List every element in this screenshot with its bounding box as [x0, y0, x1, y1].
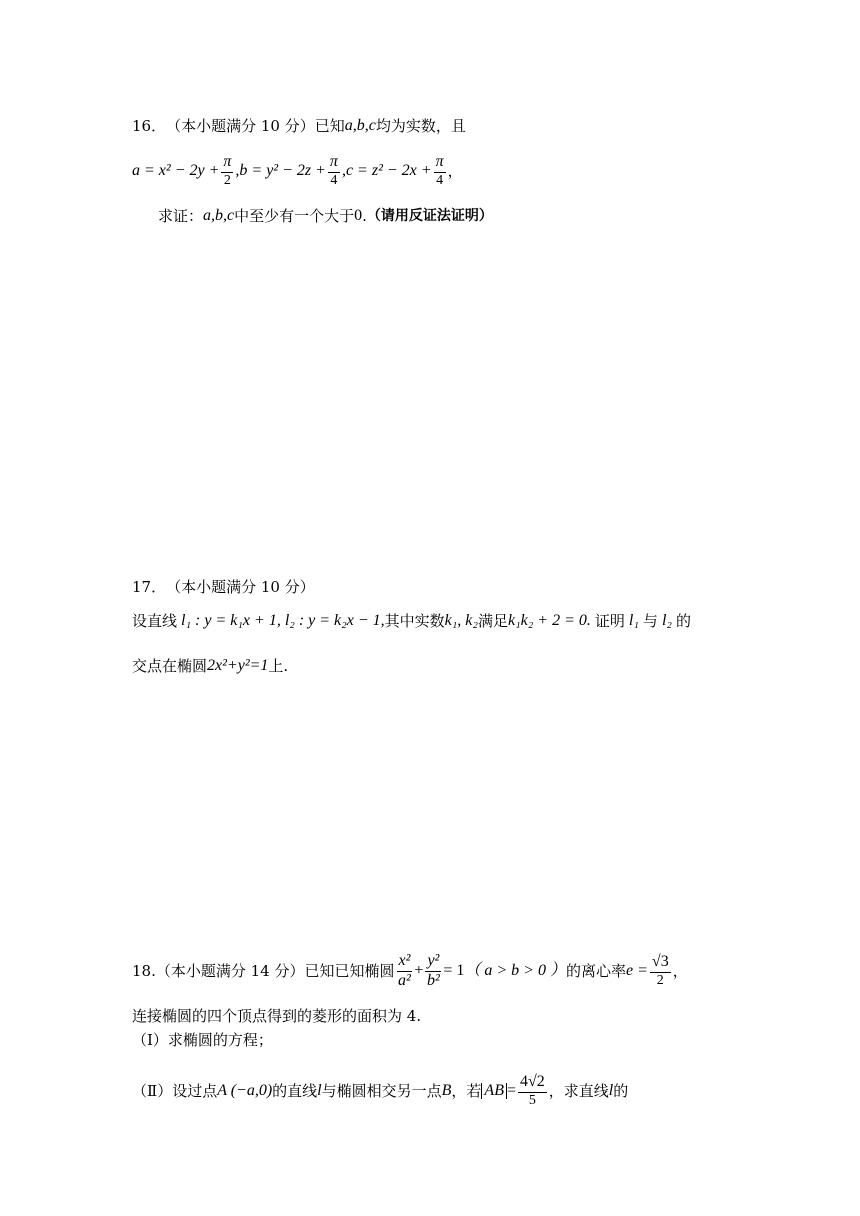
q18-4sqrt2: 4√2	[518, 1074, 547, 1093]
q18-AB: AB	[481, 1083, 507, 1099]
q18-part2-b: 的直线	[272, 1081, 318, 1100]
q18-part1-text: （Ⅰ）求椭圆的方程；	[132, 1031, 273, 1049]
q17-line-2	[132, 613, 691, 629]
q18-lead: 已知已知椭圆	[304, 961, 395, 980]
q17-number: 17．	[132, 578, 167, 596]
q16-lead: 已知	[314, 116, 345, 135]
q16-frac1-num: π	[221, 154, 233, 173]
q16-line-1	[132, 118, 466, 134]
q18-cond: （ a > b > 0 ）	[464, 962, 566, 980]
q16-frac2-num: π	[328, 154, 340, 173]
q18-ab-den: 5	[528, 1092, 536, 1108]
q16-dot: .	[362, 206, 367, 225]
q18-B: B	[441, 1082, 452, 1100]
q17-math-cond: k₁k₂ + 2 = 0.	[507, 612, 591, 629]
q16-meta: （本小题满分 10 分）	[166, 116, 315, 135]
q18-line-2	[132, 1009, 421, 1024]
q16-frac2-den: 4	[330, 172, 338, 188]
q18-part-1	[132, 1033, 273, 1048]
q16-frac3-den: 4	[436, 172, 444, 188]
q18-frac-ab	[518, 1074, 547, 1108]
q17-meta: （本小题满分 10 分）	[166, 578, 315, 596]
q17-text-c: 满足	[477, 611, 508, 630]
q16-frac-pi-4-b	[434, 154, 446, 188]
q16-prove-mid: 中至少有一个大于	[234, 206, 355, 225]
q18-eq: =	[506, 1082, 516, 1100]
q17-l2: l₂	[661, 612, 672, 629]
q18-frac-x	[397, 953, 413, 990]
q16-frac3-num: π	[434, 154, 446, 173]
q18-a2: a²	[398, 971, 411, 989]
q18-part2-a: （Ⅱ）设过点	[132, 1081, 218, 1100]
q16-zero: 0	[354, 207, 363, 224]
q17-text-f: 的	[675, 611, 691, 630]
q18-l: l	[317, 1082, 322, 1100]
q16-equation	[132, 154, 463, 188]
q16-method: （请用反证法证明）	[366, 208, 493, 224]
q18-ecc-den: 2	[656, 972, 664, 988]
q17-ellipse: 2x²+y²=1	[207, 657, 269, 674]
q17-text-h: 上.	[268, 656, 289, 675]
q17-text-b: 其中实数	[384, 611, 445, 630]
q17-text-a: 设直线	[132, 611, 178, 630]
q18-x2: x²	[397, 953, 413, 972]
q16-frac1-den: 2	[223, 172, 231, 188]
q18-ecc-text: 的离心率	[565, 961, 626, 980]
q18-part2-e: ，求直线	[548, 1081, 609, 1100]
q17-text-g: 交点在椭圆	[132, 656, 208, 675]
q16-prove-vars: a,b,c	[203, 207, 235, 224]
q18-meta: （本小题满分 14 分）	[155, 961, 305, 980]
q18-sqrt3: √3	[650, 954, 671, 973]
q18-number: 18.	[132, 961, 156, 980]
q17-text-d: 证明	[594, 611, 625, 630]
q17-text-e: 与	[642, 611, 658, 630]
q17-math-k: k₁, k₂	[444, 612, 478, 629]
q18-frac-ecc	[650, 954, 671, 988]
q18-e-eq: e =	[626, 962, 648, 980]
q17-l1: l₁	[628, 612, 639, 629]
q16-number: 16．	[132, 116, 167, 135]
q16-frac-pi-2	[221, 154, 233, 188]
q16-eq-b: ,b = y² − 2z +	[235, 162, 326, 180]
q17-line-1	[132, 580, 315, 595]
q18-part-2	[132, 1074, 628, 1108]
q16-eq-a: a = x² − 2y +	[132, 162, 220, 180]
q18-y2: y²	[425, 953, 441, 972]
q18-tail: ，	[672, 961, 688, 980]
q16-vars: a,b,c	[344, 117, 376, 134]
q16-frac-pi-4-a	[328, 154, 340, 188]
q16-prove-line	[158, 208, 493, 224]
q18-line-1	[132, 953, 688, 990]
q16-eq-c: ,c = z² − 2x +	[341, 162, 432, 180]
q18-part2-d: ，若	[451, 1081, 482, 1100]
q17-math-lines: l₁ : y = k₁x + 1, l₂ : y = k₂x − 1,	[181, 612, 385, 629]
q16-eq-tail: ，	[447, 161, 463, 180]
q17-line-3	[132, 658, 288, 674]
q18-frac-y	[425, 953, 441, 990]
q18-part2-f: 的	[613, 1081, 629, 1100]
q16-prove-prefix: 求证：	[158, 206, 204, 225]
q18-l-b: l	[608, 1082, 614, 1100]
q18-b2: b²	[426, 971, 440, 989]
q16-lead2: 均为实数，且	[375, 116, 466, 135]
q18-plus: +	[414, 962, 424, 980]
q18-point-a: A (−a,0)	[217, 1082, 273, 1100]
q18-area-text: 连接椭圆的四个顶点得到的菱形的面积为 4.	[132, 1007, 422, 1025]
q18-part2-c: 与椭圆相交另一点	[321, 1081, 442, 1100]
q18-eq1: = 1	[443, 962, 465, 980]
